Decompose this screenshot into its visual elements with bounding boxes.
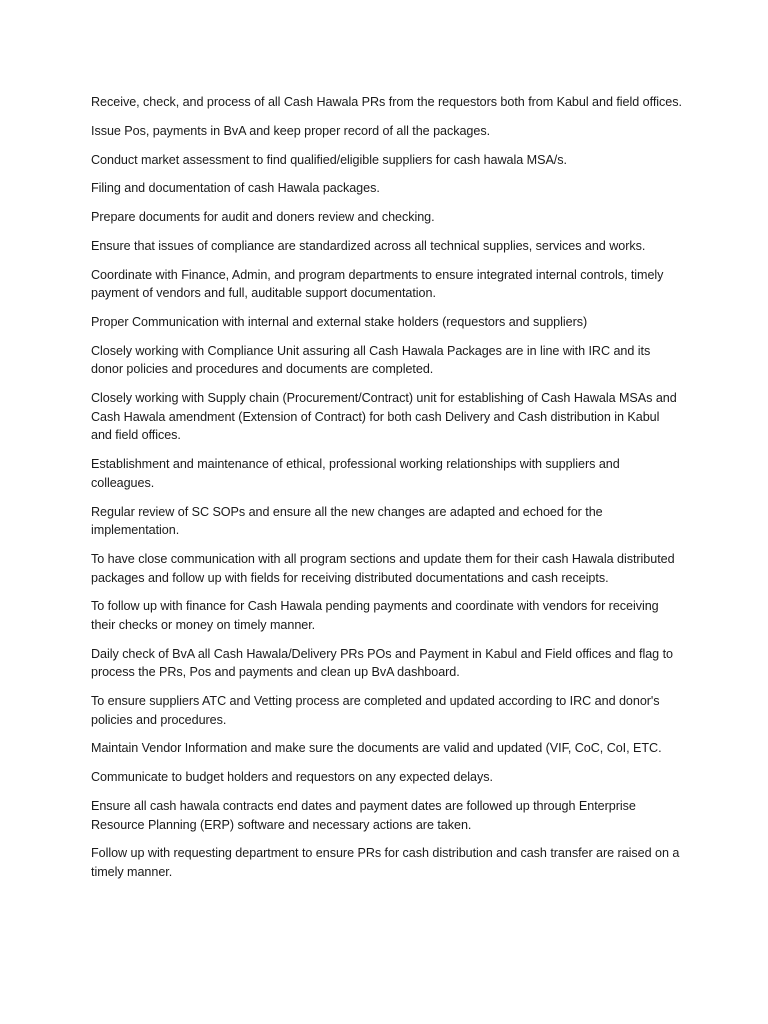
paragraph-ethical-relationships: Establishment and maintenance of ethical, professional working relationships with suppliers and colleagues.: [91, 457, 620, 490]
paragraph-atc-vetting: To ensure suppliers ATC and Vetting process are completed and updated according to IRC and donor's policies and procedures.: [91, 694, 660, 727]
paragraph-filing-documentation: Filing and documentation of cash Hawala packages.: [91, 181, 380, 196]
paragraph-audit-documents: Prepare documents for audit and doners review and checking.: [91, 210, 435, 225]
paragraph-supply-chain: Closely working with Supply chain (Procurement/Contract) unit for establishing of Cash Hawala MSAs and Cash Hawala amendment (Extension of Contract) for both cash Delivery and Cash distribution in Kabul and field offices.: [91, 391, 677, 443]
paragraph-program-communication: To have close communication with all program sections and update them for their cash Hawala distributed packages and follow up with fields for receiving distributed documentations and cash receipts.: [91, 551, 675, 585]
paragraph-requesting-department: Follow up with requesting department to ensure PRs for cash distribution and cash transfer are raised on a timely manner.: [91, 846, 680, 879]
paragraph-expected-delays: Communicate to budget holders and requestors on any expected delays.: [91, 770, 493, 785]
paragraph-coordinate-finance: Coordinate with Finance, Admin, and program departments to ensure integrated internal controls, timely payment of vendors and full, auditable support documentation.: [91, 267, 664, 301]
paragraph-receive-check-process: Receive, check, and process of all Cash Hawala PRs from the requestors both from Kabul and field offices.: [91, 95, 682, 109]
paragraph-compliance-standardized: Ensure that issues of compliance are standardized across all technical supplies, services and works.: [91, 238, 646, 253]
paragraph-pending-payments: To follow up with finance for Cash Hawala pending payments and coordinate with vendors for receiving their checks or money on timely manner.: [91, 599, 659, 632]
paragraph-issue-pos: Issue Pos, payments in BvA and keep proper record of all the packages.: [91, 123, 491, 138]
paragraph-proper-communication: Proper Communication with internal and external stake holders (requestors and suppliers): [91, 315, 588, 330]
paragraph-vendor-information: Maintain Vendor Information and make sure the documents are valid and updated (VIF, CoC, CoI, ETC.: [91, 741, 662, 756]
paragraph-daily-check: Daily check of BvA all Cash Hawala/Delivery PRs POs and Payment in Kabul and Field offices and flag to process the PRs, Pos and payments and clean up BvA dashboard.: [91, 646, 673, 680]
paragraph-sop-review: Regular review of SC SOPs and ensure all the new changes are adapted and echoed for the implementation.: [91, 504, 603, 538]
paragraph-erp-followup: Ensure all cash hawala contracts end dates and payment dates are followed up through Enterprise Resource Planning (ERP) software and necessary actions are taken.: [91, 799, 636, 832]
document-body: [91, 93, 683, 892]
paragraph-market-assessment: Conduct market assessment to find qualified/eligible suppliers for cash hawala MSA/s.: [91, 152, 567, 167]
paragraph-compliance-unit: Closely working with Compliance Unit assuring all Cash Hawala Packages are in line with IRC and its donor policies and procedures and documents are completed.: [91, 343, 651, 377]
